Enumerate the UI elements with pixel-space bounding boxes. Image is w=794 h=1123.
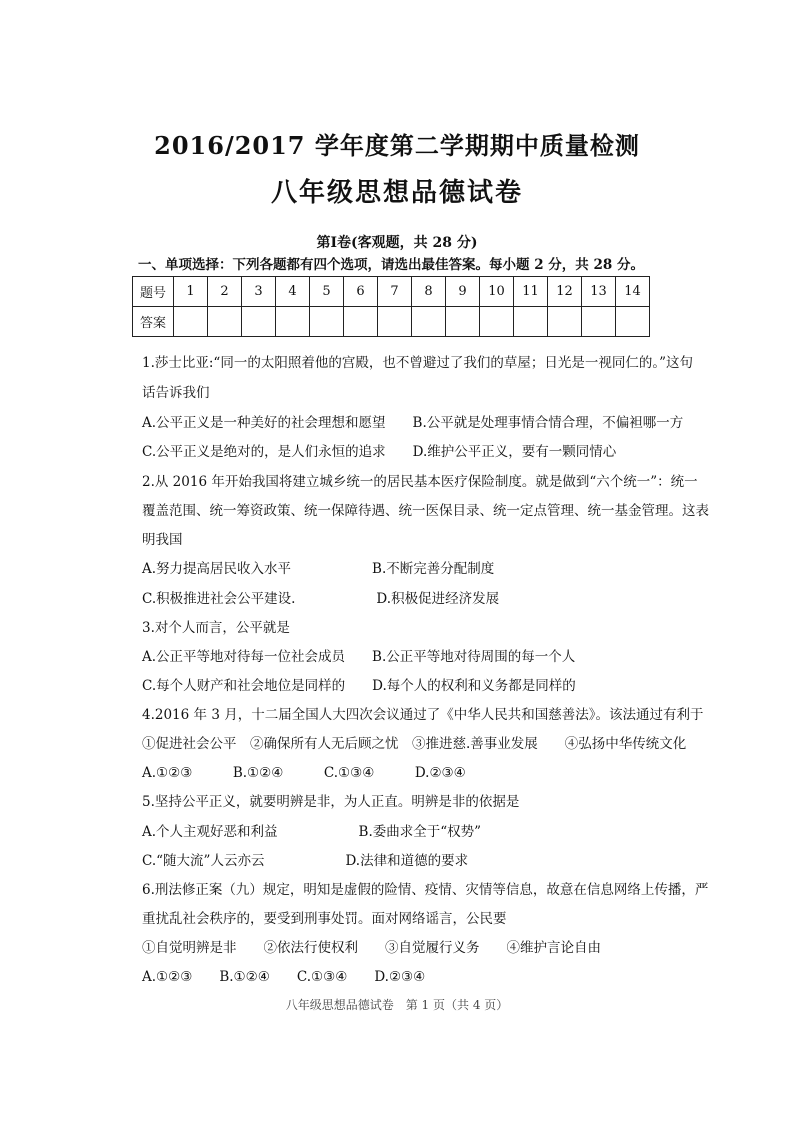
question-text: 1.莎士比亚:“同一的太阳照着他的宫殿，也不曾避过了我们的草屋；日光是一视同仁的。”这句: [142, 355, 693, 371]
table-cell: 9: [446, 277, 480, 307]
table-cell: 13: [582, 277, 616, 307]
exam-title: 2016/2017 学年度第二学期期中质量检测: [154, 131, 640, 160]
table-row: [133, 277, 650, 307]
answer-cell[interactable]: [276, 307, 310, 337]
answer-cell[interactable]: [208, 307, 242, 337]
answer-cell[interactable]: [174, 307, 208, 337]
question-text: 3.对个人而言，公平就是: [142, 620, 290, 636]
table-cell: 答案: [133, 307, 174, 337]
answer-cell[interactable]: [616, 307, 650, 337]
answer-cell[interactable]: [480, 307, 514, 337]
part-title: 第Ⅰ卷(客观题，共 28 分): [316, 235, 478, 251]
option-line: A.个人主观好恶和利益 B.委曲求全于“权势”: [142, 824, 482, 840]
exam-subtitle: 八年级思想品德试卷: [270, 178, 523, 208]
answer-cell[interactable]: [548, 307, 582, 337]
table-cell: 7: [378, 277, 412, 307]
option-line: C.每个人财产和社会地位是同样的 D.每个人的权利和义务都是同样的: [142, 678, 576, 694]
answer-cell[interactable]: [378, 307, 412, 337]
answer-cell[interactable]: [412, 307, 446, 337]
table-cell: 11: [514, 277, 548, 307]
table-cell: 6: [344, 277, 378, 307]
answer-cell[interactable]: [310, 307, 344, 337]
statement-line: ①促进社会公平 ②确保所有人无后顾之忧 ③推进慈.善事业发展 ④弘扬中华传统文化: [142, 736, 687, 752]
answer-cell[interactable]: [242, 307, 276, 337]
table-cell: 2: [208, 277, 242, 307]
question-text: 重扰乱社会秩序的，要受到刑事处罚。面对网络谣言，公民要: [142, 911, 507, 927]
answer-cell[interactable]: [446, 307, 480, 337]
answer-cell[interactable]: [582, 307, 616, 337]
table-cell: 12: [548, 277, 582, 307]
option-line: A.①②③ B.①②④ C.①③④ D.②③④: [142, 969, 426, 985]
option-line: A.努力提高居民收入水平 B.不断完善分配制度: [142, 561, 495, 577]
table-cell: 1: [174, 277, 208, 307]
question-text: 4.2016 年 3 月，十二届全国人大四次会议通过了《中华人民共和国慈善法》。该法通过有利于: [142, 707, 704, 723]
table-cell: 4: [276, 277, 310, 307]
table-row: [133, 307, 650, 337]
table-cell: 10: [480, 277, 514, 307]
table-cell: 题号: [133, 277, 174, 307]
section-heading: 一、单项选择：下列各题都有四个选项，请选出最佳答案。每小题 2 分，共 28 分。: [138, 257, 644, 273]
table-cell: 8: [412, 277, 446, 307]
option-line: C.积极推进社会公平建设. D.积极促进经济发展: [142, 591, 500, 607]
question-text: 5.坚持公平正义，就要明辨是非，为人正直。明辨是非的依据是: [142, 794, 520, 810]
option-line: C.公平正义是绝对的，是人们永恒的追求 D.维护公平正义，要有一颗同情心: [142, 444, 617, 460]
answer-table: [132, 276, 650, 337]
question-text: 2.从 2016 年开始我国将建立城乡统一的居民基本医疗保险制度。就是做到“六个统一”：统一: [142, 474, 698, 490]
option-line: C.“随大流”人云亦云 D.法律和道德的要求: [142, 853, 469, 869]
option-line: A.公平正义是一种美好的社会理想和愿望 B.公平就是处理事情合情合理，不偏袒哪一方: [142, 415, 684, 431]
answer-cell[interactable]: [344, 307, 378, 337]
option-line: A.公正平等地对待每一位社会成员 B.公正平等地对待周围的每一个人: [142, 649, 576, 665]
question-text: 话告诉我们: [142, 385, 210, 401]
statement-line: ①自觉明辨是非 ②依法行使权利 ③自觉履行义务 ④维护言论自由: [142, 940, 601, 956]
question-text: 明我国: [142, 532, 183, 548]
question-text: 覆盖范围、统一筹资政策、统一保障待遇、统一医保目录、统一定点管理、统一基金管理。这表: [142, 503, 709, 519]
option-line: A.①②③ B.①②④ C.①③④ D.②③④: [142, 765, 466, 781]
question-text: 6.刑法修正案（九）规定，明知是虚假的险情、疫情、灾情等信息，故意在信息网络上传播，严: [142, 882, 709, 898]
table-cell: 3: [242, 277, 276, 307]
table-cell: 14: [616, 277, 650, 307]
page-footer: 八年级思想品德试卷 第 1 页（共 4 页）: [285, 998, 509, 1012]
answer-cell[interactable]: [514, 307, 548, 337]
table-cell: 5: [310, 277, 344, 307]
